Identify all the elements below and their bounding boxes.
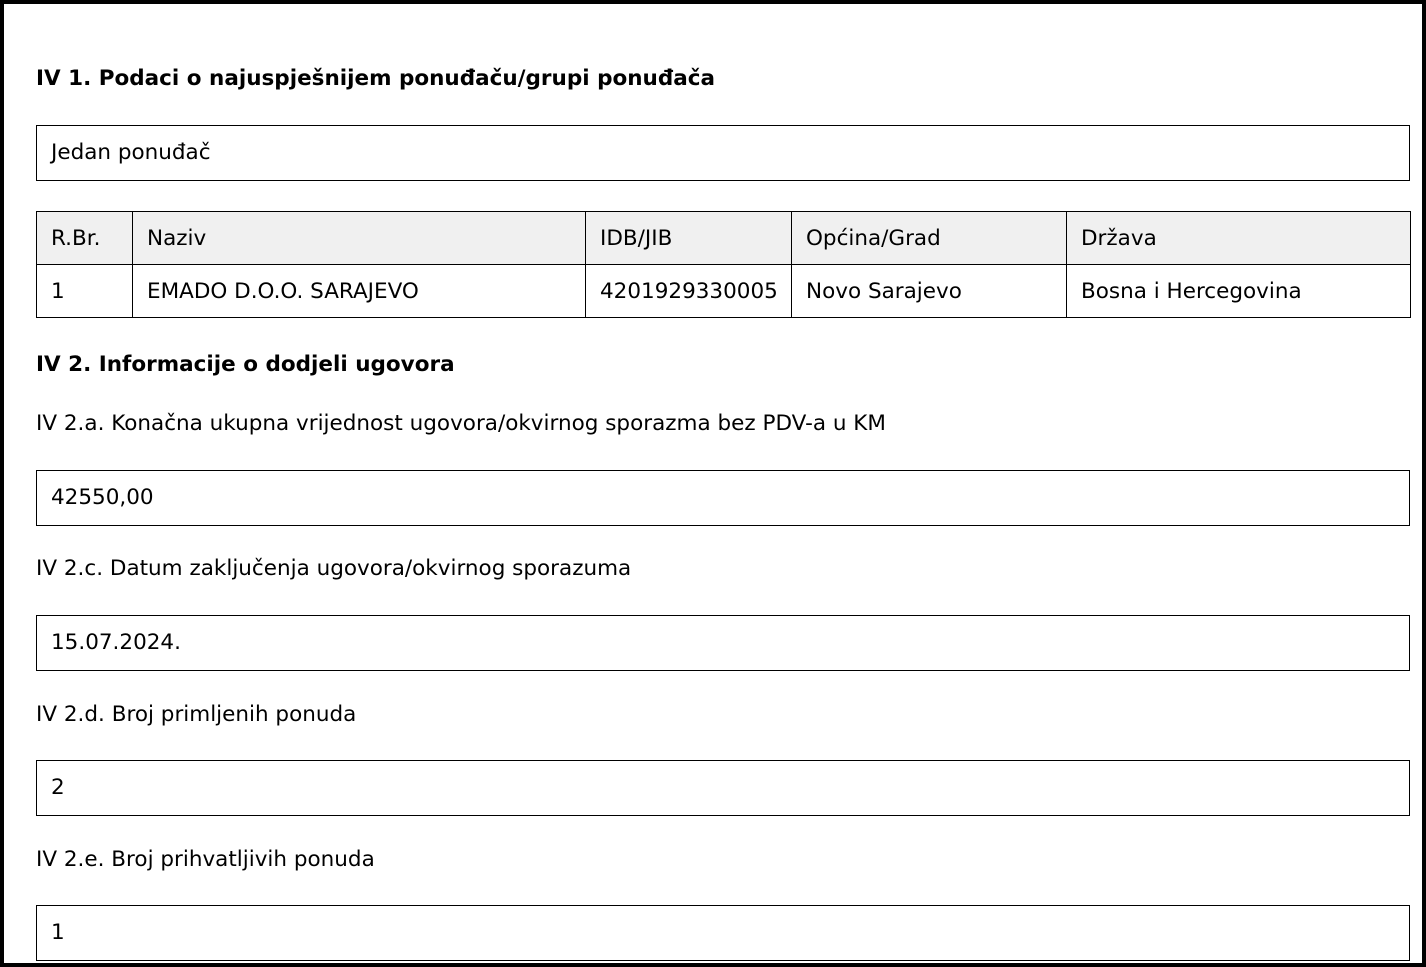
table-row (37, 265, 1411, 318)
col-header-drzava: Država (1067, 212, 1411, 265)
acceptable-offers-label: IV 2.e. Broj prihvatljivih ponuda (36, 847, 375, 872)
received-offers-field: 2 (36, 760, 1410, 816)
page-top-notch (612, 0, 816, 3)
cell-idb-jib: 4201929330005 (586, 265, 792, 318)
bidder-type-field: Jedan ponuđač (36, 125, 1410, 181)
bidders-table (36, 211, 1411, 318)
cell-rbr: 1 (37, 265, 133, 318)
cell-naziv: EMADO D.O.O. SARAJEVO (133, 265, 586, 318)
contract-value-field: 42550,00 (36, 470, 1410, 526)
table-header-row (37, 212, 1411, 265)
contract-date-field: 15.07.2024. (36, 615, 1410, 671)
section-iv1-heading: IV 1. Podaci o najuspješnijem ponuđaču/grupi ponuđača (36, 66, 716, 91)
received-offers-label: IV 2.d. Broj primljenih ponuda (36, 702, 357, 727)
col-header-opcina-grad: Općina/Grad (792, 212, 1067, 265)
contract-date-label: IV 2.c. Datum zaključenja ugovora/okvirnog sporazuma (36, 556, 632, 581)
acceptable-offers-field: 1 (36, 905, 1410, 961)
cell-drzava: Bosna i Hercegovina (1067, 265, 1411, 318)
col-header-naziv: Naziv (133, 212, 586, 265)
cell-opcina-grad: Novo Sarajevo (792, 265, 1067, 318)
section-iv2-heading: IV 2. Informacije o dodjeli ugovora (36, 352, 455, 377)
col-header-rbr: R.Br. (37, 212, 133, 265)
col-header-idb-jib: IDB/JIB (586, 212, 792, 265)
contract-value-label: IV 2.a. Konačna ukupna vrijednost ugovora/okvirnog sporazma bez PDV-a u KM (36, 411, 886, 436)
